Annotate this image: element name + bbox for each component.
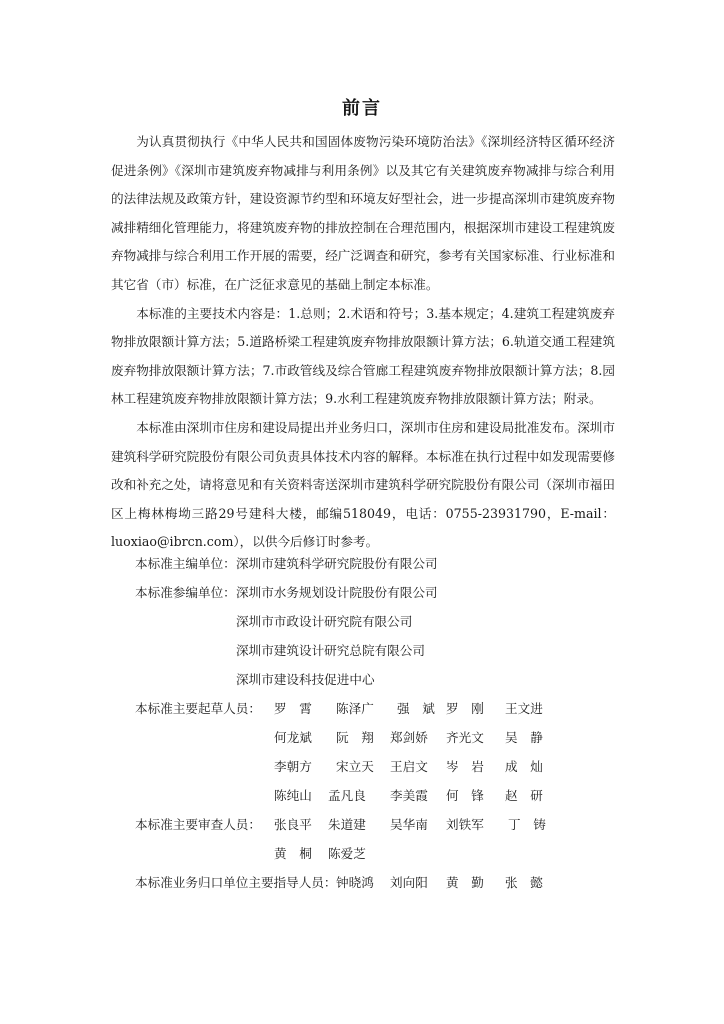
participating-unit: 深圳市水务规划设计院股份有限公司 <box>236 585 438 600</box>
guidance-name: 张 懿 <box>505 875 543 890</box>
drafter-name: 何龙斌 <box>274 730 312 745</box>
reviewer-name: 张良平 <box>274 817 312 832</box>
guidance-name: 钟晓鸿 <box>336 875 374 890</box>
drafter-name: 郑剑娇 <box>390 730 428 745</box>
drafter-name: 陈泽广 <box>336 701 374 716</box>
reviewer-name: 吴华南 <box>390 817 428 832</box>
drafter-name: 王文进 <box>505 701 543 716</box>
participating-unit: 深圳市建设科技促进中心 <box>236 672 375 687</box>
drafter-name: 李朝方 <box>274 759 312 774</box>
reviewer-name: 朱道建 <box>328 817 366 832</box>
drafters-label: 本标准主要起草人员： <box>135 701 261 716</box>
drafter-name: 王启文 <box>390 759 428 774</box>
guidance-name: 黄 勤 <box>446 875 484 890</box>
drafter-name: 孟凡良 <box>328 788 366 803</box>
drafter-name: 何 锋 <box>446 788 484 803</box>
paragraph-purpose: 为认真贯彻执行《中华人民共和国固体废物污染环境防治法》《深圳经济特区循环经济促进条例》《深圳市建筑废弃物减排与利用条例》以及其它有关建筑废弃物减排与综合利用的法律法规及政策方针，建设资源节约型和环境友好型社会，进一步提高深圳市建筑废弃物减排精细化管理能力，将建筑废弃物的排放控制在合理范围内，根据深圳市建设工程建筑废弃物减排与综合利用工作开展的需要，经广泛调查和研究，参考有关国家标准、行业标准和其它省（市）标准，在广泛征求意见的基础上制定本标准。 <box>111 134 615 292</box>
drafter-name: 成 灿 <box>505 759 543 774</box>
drafter-name: 李美霞 <box>390 788 428 803</box>
drafter-name: 陈纯山 <box>274 788 312 803</box>
guidance-name: 刘向阳 <box>390 875 428 890</box>
participating-unit: 深圳市建筑设计研究总院有限公司 <box>236 643 425 658</box>
drafter-name: 吴 静 <box>505 730 543 745</box>
reviewer-name: 丁 铸 <box>508 817 546 832</box>
drafter-name: 齐光文 <box>446 730 484 745</box>
drafter-name: 罗 刚 <box>446 701 484 716</box>
page-title: 前言 <box>342 98 382 119</box>
drafter-name: 罗 霄 <box>274 701 312 716</box>
reviewer-name: 陈爱芝 <box>328 846 366 861</box>
preface-body <box>111 128 615 557</box>
participating-unit: 深圳市市政设计研究院有限公司 <box>236 614 413 629</box>
participating-units-label: 本标准参编单位： <box>135 585 236 600</box>
drafter-name: 宋立天 <box>336 759 374 774</box>
reviewers-label: 本标准主要审查人员： <box>135 817 261 832</box>
paragraph-management: 本标准由深圳市住房和建设局提出并业务归口，深圳市住房和建设局批准发布。深圳市建筑科学研究院股份有限公司负责具体技术内容的解释。本标准在执行过程中如发现需要修改和补充之处，请将意见和有关资料寄送深圳市建筑科学研究院股份有限公司（深圳市福田区上梅林梅坳三路29号建科大楼，邮编518049，电话：0755-23931790，E-mail：luoxiao@ibrcn.com），以供今后修订时参考。 <box>111 419 615 550</box>
guidance-label: 本标准业务归口单位主要指导人员： <box>135 875 337 890</box>
drafter-name: 岑 岩 <box>446 759 484 774</box>
chief-editor-value: 深圳市建筑科学研究院股份有限公司 <box>236 556 438 571</box>
reviewer-name: 黄 桐 <box>274 846 312 861</box>
chief-editor-label: 本标准主编单位： <box>135 556 236 571</box>
drafter-name: 赵 研 <box>505 788 543 803</box>
drafter-name: 阮 翔 <box>336 730 374 745</box>
paragraph-contents: 本标准的主要技术内容是：1.总则；2.术语和符号；3.基本规定；4.建筑工程建筑废弃物排放限额计算方法；5.道路桥梁工程建筑废弃物排放限额计算方法；6.轨道交通工程建筑废弃物排放限额计算方法；7.市政管线及综合管廊工程建筑废弃物排放限额计算方法；8.园林工程建筑废弃物排放限额计算方法；9.水利工程建筑废弃物排放限额计算方法；附录。 <box>111 305 615 407</box>
drafter-name: 强 斌 <box>397 701 435 716</box>
reviewer-name: 刘铁军 <box>446 817 484 832</box>
